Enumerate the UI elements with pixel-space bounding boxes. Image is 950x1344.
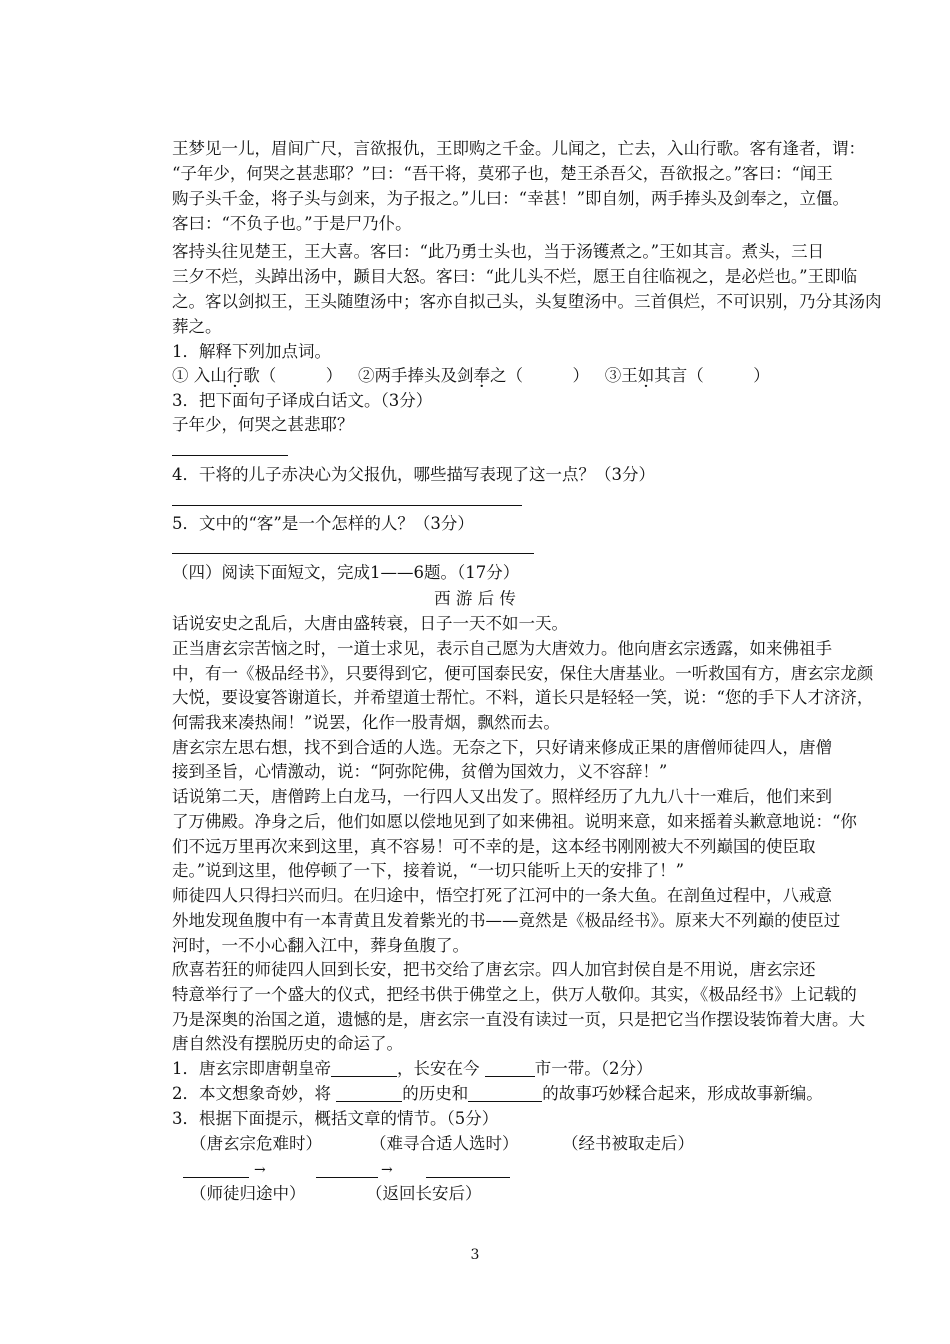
s4-q1-blank-emperor[interactable] bbox=[331, 1060, 397, 1077]
s4-q2-text-b: 的历史和 bbox=[402, 1084, 469, 1103]
story1-p1-line2: “子年少，何哭之甚悲耶？”曰：“吾干将，莫邪子也，楚王杀吾父，吾欲报之。”客曰：“闻王 bbox=[172, 164, 833, 183]
question-3: 3．把下面句子译成白话文。（3分） bbox=[172, 391, 433, 410]
s4-q2-text-c: 的故事巧妙糅合起来，形成故事新编。 bbox=[542, 1084, 823, 1103]
question-4: 4．干将的儿子赤决心为父报仇，哪些描写表现了这一点？（3分） bbox=[172, 465, 655, 484]
plot-hint-1: （唐玄宗危难时） bbox=[190, 1134, 322, 1153]
s4-p5-line3: 河时，一不小心翻入江中，葬身鱼腹了。 bbox=[172, 936, 469, 955]
s4-q1-text-c: 市一带。（2分） bbox=[534, 1059, 653, 1078]
q1-item3-post: 其言（ ） bbox=[654, 366, 770, 385]
q1-item1-dotted-word: 行 bbox=[226, 366, 244, 385]
q1-item1-pre: ① 入山 bbox=[172, 366, 227, 385]
s4-p6-line3: 乃是深奥的治国之道，遗憾的是，唐玄宗一直没有读过一页，只是把它当作摆设装饰着大唐。大 bbox=[172, 1010, 865, 1029]
s4-p2-line4: 何需我来凑热闹！”说罢，化作一股青烟，飘然而去。 bbox=[172, 713, 560, 732]
s4-q1-blank-city[interactable] bbox=[485, 1060, 535, 1077]
question-1-items bbox=[172, 364, 770, 388]
s4-p4-line3: 们不远万里再次来到这里，真不容易！可不幸的是，这本经书刚刚被大不列巅国的使臣取 bbox=[172, 837, 816, 856]
story1-p2-line2: 三夕不烂，头踔出汤中，踬目大怒。客曰：“此儿头不烂，愿王自往临视之，是必烂也。”王即临 bbox=[172, 267, 858, 286]
s4-p6-line1: 欣喜若狂的师徒四人回到长安，把书交给了唐玄宗。四人加官封侯自是不用说，唐玄宗还 bbox=[172, 960, 816, 979]
s4-q1-text-b: ，长安在今 bbox=[397, 1059, 480, 1078]
question-3-sentence: 子年少，何哭之甚悲耶？ bbox=[172, 415, 354, 434]
story1-p1-line4: 客曰：“不负子也。”于是尸乃仆。 bbox=[172, 214, 412, 233]
question-1: 1．解释下列加点词。 bbox=[172, 342, 331, 361]
question-5-answer-line[interactable] bbox=[172, 553, 534, 554]
s4-p6-line2: 特意举行了一个盛大的仪式，把经书供于佛堂之上，供万人敬仰。其实，《极品经书》上记载的 bbox=[172, 985, 857, 1004]
q1-item2-post: 之（ ） bbox=[490, 366, 589, 385]
s4-p5-line1: 师徒四人只得扫兴而归。在归途中，悟空打死了江河中的一条大鱼。在剖鱼过程中，八戒意 bbox=[172, 886, 832, 905]
plot-arrow-2: → bbox=[381, 1162, 393, 1178]
q1-item2-dotted-word: 奉 bbox=[473, 366, 490, 385]
q1-item3-pre: ③王 bbox=[604, 366, 638, 385]
plot-blank-2[interactable] bbox=[316, 1177, 378, 1178]
story1-p2-line4: 葬之。 bbox=[172, 317, 222, 336]
question-5: 5．文中的“客”是一个怎样的人？（3分） bbox=[172, 514, 474, 533]
s4-p3-line2: 接到圣旨，心情激动，说：“阿弥陀佛，贫僧为国效力，义不容辞！” bbox=[172, 762, 668, 781]
s4-p2-line2: 中，有一《极品经书》，只要得到它，便可国泰民安，保住大唐基业。一听救国有方，唐玄宗龙颜 bbox=[172, 664, 874, 683]
story1-p2-line1: 客持头往见楚王，王大喜。客曰：“此乃勇士头也，当于汤镬煮之。”王如其言。煮头，三日 bbox=[172, 242, 825, 261]
plot-hint-3: （经书被取走后） bbox=[562, 1134, 694, 1153]
story1-p1-line1: 王梦见一儿，眉间广尺，言欲报仇，王即购之千金。儿闻之，亡去，入山行歌。客有逢者，谓： bbox=[172, 139, 865, 158]
s4-p4-line2: 了万佛殿。净身之后，他们如愿以偿地见到了如来佛祖。说明来意，如来摇着头歉意地说：“你 bbox=[172, 812, 857, 831]
s4-q1-text-a: 1．唐玄宗即唐朝皇帝 bbox=[172, 1059, 331, 1078]
s4-p4-line4: 走。”说到这里，他停顿了一下，接着说，“一切只能听上天的安排了！” bbox=[172, 861, 685, 880]
s4-p5-line2: 外地发现鱼腹中有一本青黄且发着紫光的书——竟然是《极品经书》。原来大不列巅的使臣过 bbox=[172, 911, 841, 930]
q1-item1-post: 歌（ ） bbox=[243, 366, 343, 385]
plot-hint-2: （难寻合适人选时） bbox=[370, 1134, 519, 1153]
s4-p6-line4: 唐自然没有摆脱历史的命运了。 bbox=[172, 1034, 403, 1053]
s4-question-3: 3．根据下面提示，概括文章的情节。（5分） bbox=[172, 1109, 499, 1128]
page-number: 3 bbox=[470, 1247, 480, 1263]
q1-item2-pre: ②两手捧头及剑 bbox=[358, 366, 474, 385]
story1-p2-line3: 之。客以剑拟王，王头随堕汤中；客亦自拟己头，头复堕汤中。三首俱烂，不可识别，乃分其汤肉 bbox=[172, 292, 882, 311]
plot-hint-5: （返回长安后） bbox=[366, 1184, 482, 1203]
s4-q2-blank-story[interactable] bbox=[468, 1085, 542, 1102]
s4-p3-line1: 唐玄宗左思右想，找不到合适的人选。无奈之下，只好请来修成正果的唐僧师徒四人，唐僧 bbox=[172, 738, 832, 757]
s4-p4-line1: 话说第二天，唐僧跨上白龙马，一行四人又出发了。照样经历了九九八十一难后，他们来到 bbox=[172, 787, 832, 806]
s4-question-2 bbox=[172, 1082, 823, 1106]
story1-p1-line3: 购子头千金，将子头与剑来，为子报之。”儿曰：“幸甚！”即自刎，两手捧头及剑奉之，立僵。 bbox=[172, 189, 850, 208]
s4-q2-blank-history[interactable] bbox=[336, 1085, 402, 1102]
section4-heading: （四）阅读下面短文，完成1——6题。（17分） bbox=[172, 563, 520, 582]
plot-hint-4: （师徒归途中） bbox=[190, 1184, 306, 1203]
s4-p1-line1: 话说安史之乱后，大唐由盛转衰，日子一天不如一天。 bbox=[172, 614, 568, 633]
question-3-answer-line[interactable] bbox=[172, 455, 288, 456]
plot-arrow-1: → bbox=[254, 1162, 266, 1178]
s4-q2-text-a: 2．本文想象奇妙，将 bbox=[172, 1084, 331, 1103]
plot-blank-1[interactable] bbox=[183, 1177, 249, 1178]
s4-p2-line1: 正当唐玄宗苦恼之时，一道士求见，表示自己愿为大唐效力。他向唐玄宗透露，如来佛祖手 bbox=[172, 639, 832, 658]
section4-title: 西 游 后 传 bbox=[434, 589, 516, 608]
question-4-answer-line[interactable] bbox=[172, 505, 522, 506]
plot-blank-3[interactable] bbox=[426, 1177, 510, 1178]
q1-item3-dotted-word: 如 bbox=[637, 366, 655, 385]
s4-question-1 bbox=[172, 1057, 653, 1081]
s4-p2-line3: 大悦，要设宴答谢道长，并希望道士帮忙。不料，道长只是轻轻一笑，说：“您的手下人才济济， bbox=[172, 688, 874, 707]
